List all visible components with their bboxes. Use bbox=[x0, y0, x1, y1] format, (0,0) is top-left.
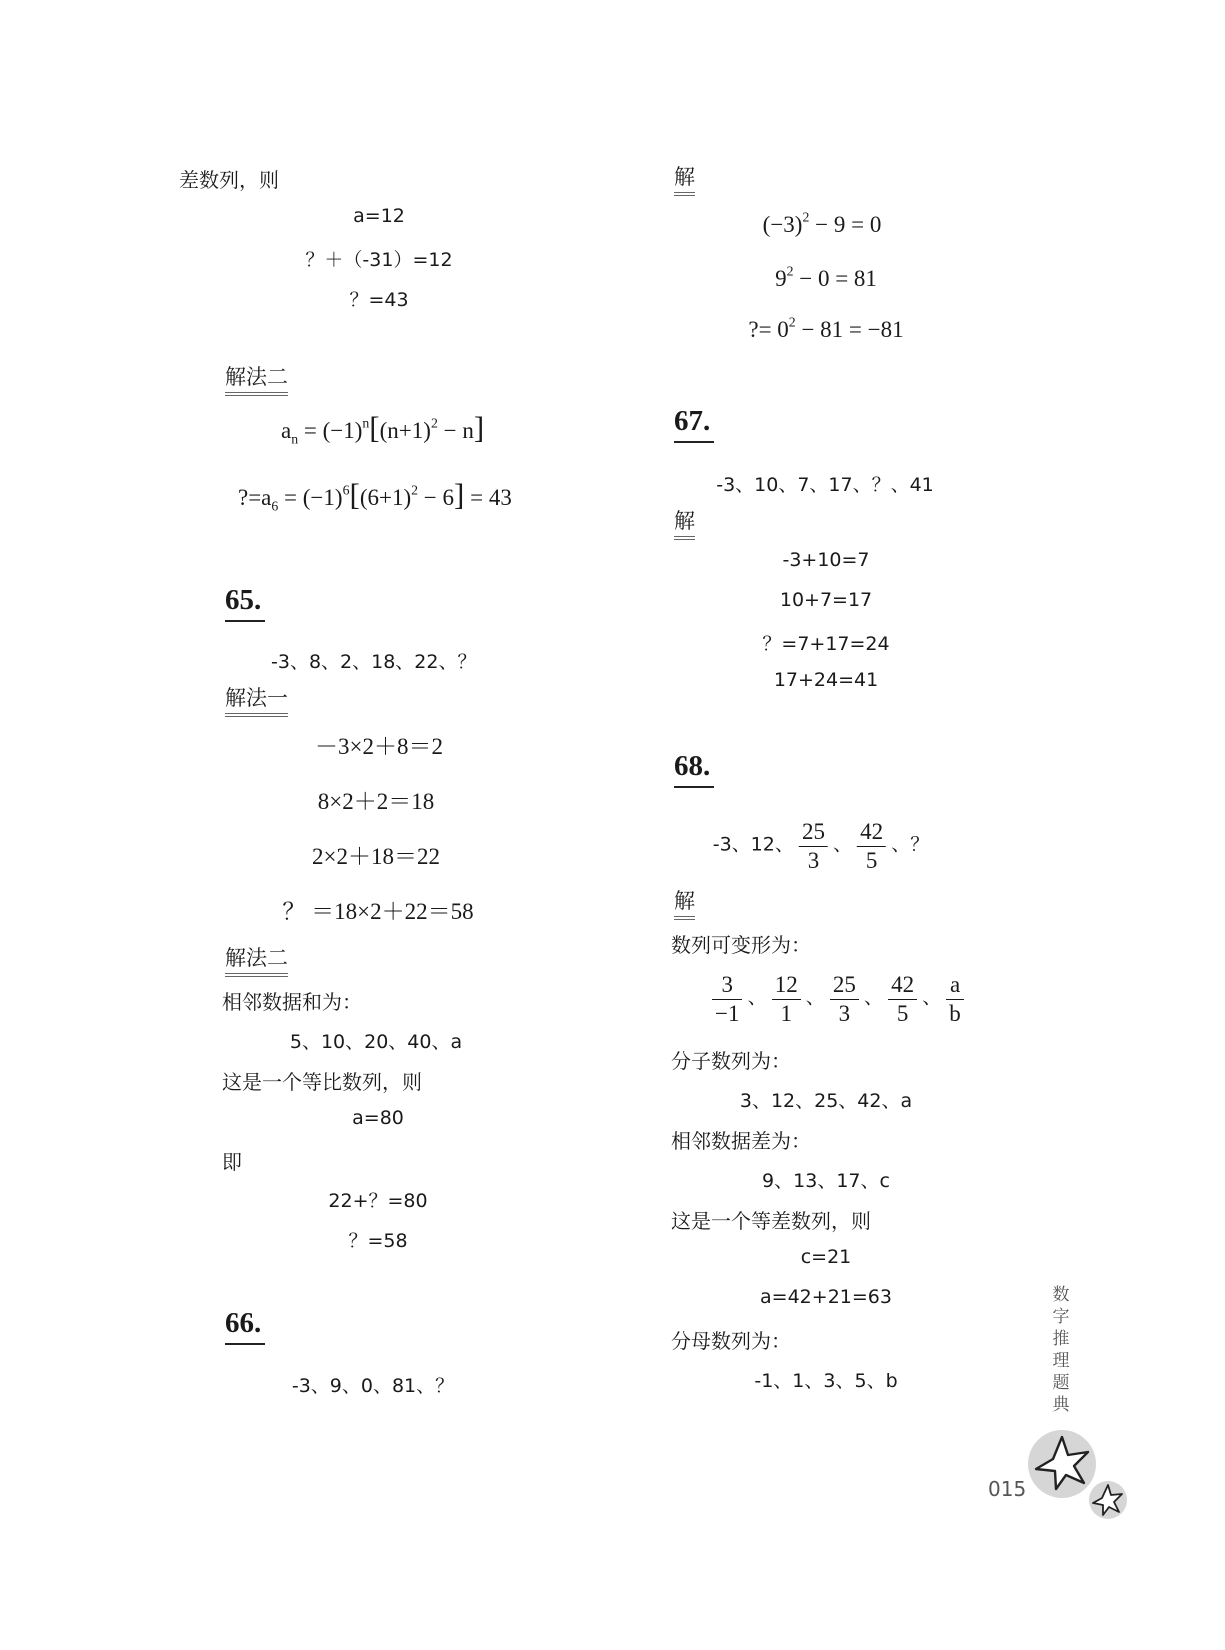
method-label: 解法二 bbox=[225, 364, 288, 396]
equation: c=21 bbox=[800, 1246, 852, 1268]
equation: a=80 bbox=[352, 1107, 404, 1129]
transformed-sequence: $\frac{3}{-1}$ 、 $\frac{12}{1}$ 、 $\frac{25}{3}$ 、 $\frac{42}{5}$ 、 $\frac{a}{b}$ bbox=[712, 971, 964, 1027]
continued-text: 差数列，则 bbox=[179, 168, 279, 192]
sequence: 3、12、25、42、a bbox=[739, 1090, 913, 1112]
solution-label: 解 bbox=[674, 888, 695, 920]
text-line: 分子数列为： bbox=[671, 1049, 791, 1073]
equation: ？ ＝18×2＋22＝58 bbox=[282, 899, 474, 924]
text-line: 相邻数据差为： bbox=[671, 1129, 811, 1153]
base-9: 9 bbox=[775, 266, 787, 291]
solution-label: 解 bbox=[674, 164, 695, 196]
equation: -3+10=7 bbox=[782, 549, 870, 571]
page-number: 015 bbox=[988, 1477, 1027, 1501]
equation: ?= $0^2 - 81 = -81$ bbox=[748, 314, 904, 342]
question-sequence: -3、12、 $\frac{25}{3}$ 、 $\frac{42}{5}$ 、？ bbox=[712, 819, 930, 873]
fraction: $\frac{42}{5}$ bbox=[888, 971, 917, 1027]
fraction: $\frac{12}{1}$ bbox=[772, 971, 801, 1027]
equation: 10+7=17 bbox=[779, 589, 873, 611]
question-sequence: -3、9、0、81、？ bbox=[291, 1375, 455, 1397]
text-line: 分母数列为： bbox=[671, 1329, 791, 1353]
sequence: 9、13、17、c bbox=[762, 1170, 890, 1192]
equation: 17+24=41 bbox=[773, 669, 879, 691]
equation: a=42+21=63 bbox=[760, 1286, 892, 1308]
fraction: $\frac{25}{3}$ bbox=[830, 971, 859, 1027]
small-star-icon bbox=[1086, 1478, 1130, 1522]
fraction: $\frac{3}{-1}$ bbox=[712, 971, 742, 1027]
equation: －3×2＋8＝2 bbox=[315, 734, 443, 759]
equation: $9^2 - 0 = 81$ bbox=[775, 263, 877, 291]
fraction: $\frac{42}{5}$ bbox=[857, 818, 886, 874]
book-title-vertical: 数字推理题典 bbox=[1052, 1285, 1070, 1415]
equation: a=12 bbox=[353, 205, 405, 227]
equation: ？=7+17=24 bbox=[762, 633, 890, 655]
equation: $(-3)^2 - 9 = 0$ bbox=[762, 209, 882, 237]
text-line: 这是一个等比数列，则 bbox=[222, 1070, 422, 1094]
question-number: 68. bbox=[674, 749, 714, 788]
question-number: 66. bbox=[225, 1306, 265, 1345]
sequence: -1、1、3、5、b bbox=[754, 1370, 898, 1392]
equation: 8×2＋2＝18 bbox=[317, 789, 435, 814]
text-line: 即 bbox=[222, 1150, 242, 1174]
text-line: 相邻数据和为： bbox=[222, 990, 362, 1014]
equation: 22+？=80 bbox=[328, 1190, 428, 1212]
general-term-formula: $a_n = (-1)^n[(n+1)^2 - n]$ bbox=[281, 410, 485, 447]
equation: ？=58 bbox=[348, 1230, 408, 1252]
fraction: $\frac{a}{b}$ bbox=[946, 971, 964, 1027]
equation: ？=43 bbox=[349, 289, 409, 311]
sequence: 5、10、20、40、a bbox=[289, 1031, 463, 1053]
fraction: $\frac{25}{3}$ bbox=[799, 818, 828, 874]
question-sequence: -3、8、2、18、22、？ bbox=[271, 651, 477, 673]
solution-label: 解 bbox=[674, 508, 695, 540]
method-label: 解法二 bbox=[225, 945, 288, 977]
equation: 2×2＋18＝22 bbox=[312, 844, 440, 869]
text-line: 数列可变形为： bbox=[671, 933, 811, 957]
formula-evaluation: $?=a_6 = (-1)^6[(6+1)^2 - 6] = 43$ bbox=[238, 477, 512, 514]
question-number: 65. bbox=[225, 583, 265, 622]
equation: ？＋（-31）=12 bbox=[305, 249, 453, 271]
question-number: 67. bbox=[674, 404, 714, 443]
text-line: 这是一个等差数列，则 bbox=[671, 1209, 871, 1233]
method-label: 解法一 bbox=[225, 685, 288, 717]
question-sequence: -3、10、7、17、？、41 bbox=[716, 474, 934, 496]
